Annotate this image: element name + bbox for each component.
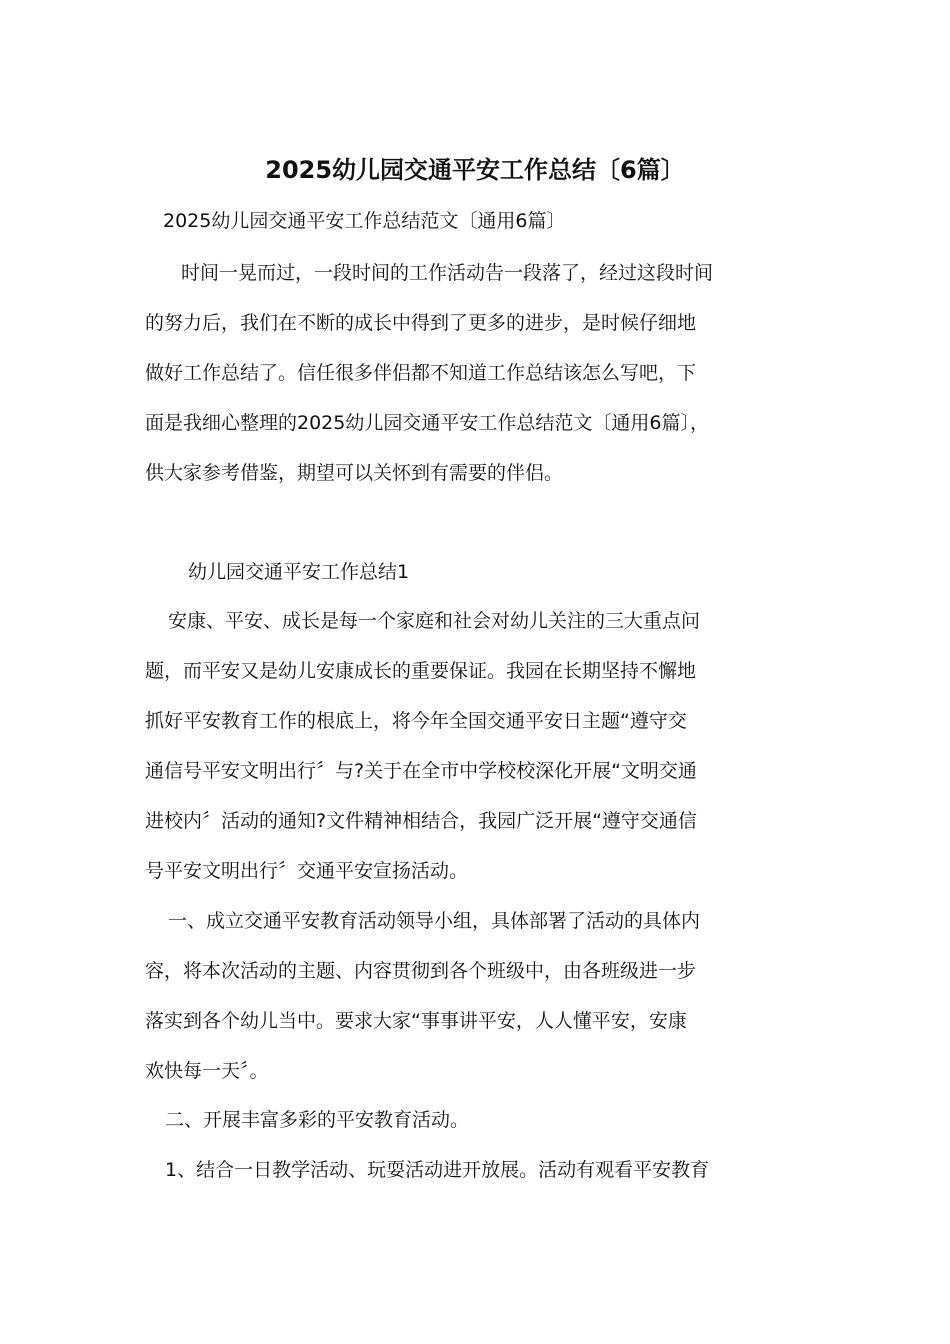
paragraph-line: 做好工作总结了。信任很多伴侣都不知道工作总结该怎么写吧，下 bbox=[145, 362, 697, 384]
paragraph-line: 容，将本次活动的主题、内容贯彻到各个班级中，由各班级进一步 bbox=[145, 960, 697, 982]
paragraph-line: 号平安文明出行〞交通平安宣扬活动。 bbox=[145, 860, 469, 882]
section-heading: 幼儿园交通平安工作总结1 bbox=[188, 561, 410, 583]
paragraph-line: 的努力后，我们在不断的成长中得到了更多的进步，是时候仔细地 bbox=[145, 312, 697, 334]
paragraph-line: 欢快每一天〞。 bbox=[145, 1060, 269, 1082]
paragraph-line: 题，而平安又是幼儿安康成长的重要保证。我园在长期坚持不懈地 bbox=[145, 660, 697, 682]
paragraph-line: 进校内〞活动的通知?文件精神相结合，我园广泛开展“遵守交通信 bbox=[145, 810, 697, 832]
subtitle-line: 2025幼儿园交通平安工作总结范文〔通用6篇〕 bbox=[163, 210, 566, 232]
document-title: 2025幼儿园交通平安工作总结〔6篇〕 bbox=[265, 156, 685, 184]
paragraph-line: 1、结合一日教学活动、玩耍活动进开放展。活动有观看平安教育 bbox=[165, 1159, 710, 1181]
paragraph-line: 一、成立交通平安教育活动领导小组，具体部署了活动的具体内 bbox=[168, 910, 701, 932]
paragraph-line: 供大家参考借鉴，期望可以关怀到有需要的伴侣。 bbox=[145, 462, 564, 484]
paragraph-line: 抓好平安教育工作的根底上，将今年全国交通平安日主题“遵守交 bbox=[145, 710, 687, 732]
paragraph-line: 二、开展丰富多彩的平安教育活动。 bbox=[165, 1109, 470, 1131]
paragraph-line: 面是我细心整理的2025幼儿园交通平安工作总结范文〔通用6篇〕， bbox=[145, 412, 709, 434]
paragraph-line: 通信号平安文明出行〞与?关于在全市中学校校深化开展“文明交通 bbox=[145, 760, 697, 782]
paragraph-line: 时间一晃而过，一段时间的工作活动告一段落了，经过这段时间 bbox=[181, 262, 714, 284]
paragraph-line: 落实到各个幼儿当中。要求大家“事事讲平安，人人懂平安，安康 bbox=[145, 1010, 687, 1032]
paragraph-line: 安康、平安、成长是每一个家庭和社会对幼儿关注的三大重点问 bbox=[168, 610, 701, 632]
